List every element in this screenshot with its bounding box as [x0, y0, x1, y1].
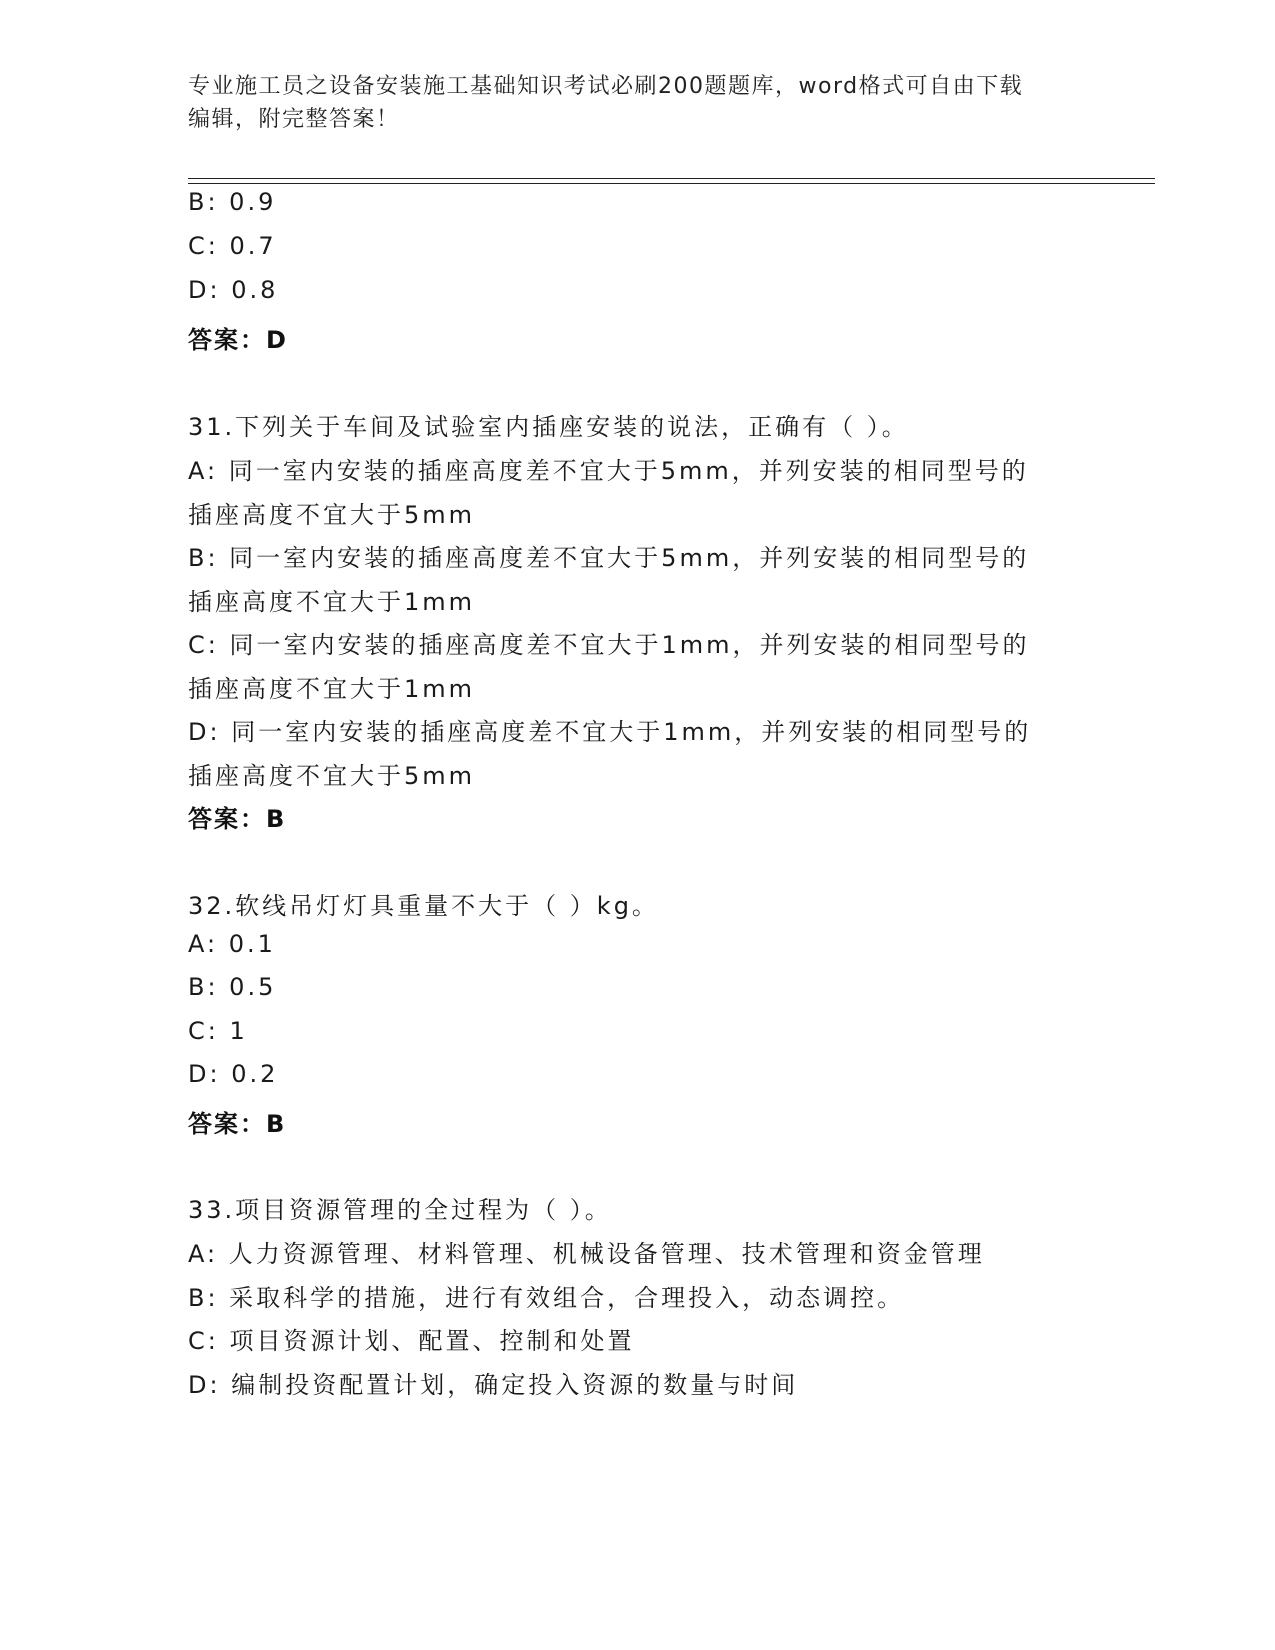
q30-answer: 答案：D — [188, 326, 288, 354]
header-divider-bottom — [188, 183, 1155, 184]
q30-option-b: B: 0.9 — [188, 188, 277, 216]
q33-option-d: D: 编制投资配置计划，确定投入资源的数量与时间 — [188, 1371, 799, 1399]
q31-option-d-cont: 插座高度不宜大于5mm — [188, 762, 476, 790]
q30-option-c: C: 0.7 — [188, 232, 277, 260]
q30-option-d: D: 0.8 — [188, 276, 279, 304]
q31-option-d: D: 同一室内安装的插座高度差不宜大于1mm，并列安装的相同型号的 — [188, 718, 1032, 746]
q31-option-c-cont: 插座高度不宜大于1mm — [188, 675, 476, 703]
header-divider-top — [188, 178, 1155, 179]
q32-option-a: A: 0.1 — [188, 930, 276, 958]
q33-option-b: B: 采取科学的措施，进行有效组合，合理投入，动态调控。 — [188, 1284, 905, 1312]
q32-option-c: C: 1 — [188, 1017, 248, 1045]
q31-option-b-cont: 插座高度不宜大于1mm — [188, 588, 476, 616]
document-header — [188, 70, 1068, 136]
header-line-1: 专业施工员之设备安装施工基础知识考试必刷200题题库，word格式可自由下载 — [188, 74, 1024, 99]
q33-stem: 33.项目资源管理的全过程为（ ）。 — [188, 1196, 612, 1224]
q33-option-a: A: 人力资源管理、材料管理、机械设备管理、技术管理和资金管理 — [188, 1240, 985, 1268]
q32-answer: 答案：B — [188, 1110, 287, 1138]
q31-option-a: A: 同一室内安装的插座高度差不宜大于5mm，并列安装的相同型号的 — [188, 457, 1029, 485]
q31-option-c: C: 同一室内安装的插座高度差不宜大于1mm，并列安装的相同型号的 — [188, 631, 1030, 659]
q32-stem: 32.软线吊灯灯具重量不大于（ ）kg。 — [188, 892, 659, 920]
q31-stem: 31.下列关于车间及试验室内插座安装的说法，正确有（ ）。 — [188, 413, 909, 441]
q32-option-b: B: 0.5 — [188, 973, 277, 1001]
q31-option-b: B: 同一室内安装的插座高度差不宜大于5mm，并列安装的相同型号的 — [188, 544, 1030, 572]
q31-option-a-cont: 插座高度不宜大于5mm — [188, 501, 476, 529]
q32-option-d: D: 0.2 — [188, 1060, 279, 1088]
header-line-2: 编辑，附完整答案！ — [188, 107, 400, 132]
q33-option-c: C: 项目资源计划、配置、控制和处置 — [188, 1327, 635, 1355]
q31-answer: 答案：B — [188, 805, 287, 833]
